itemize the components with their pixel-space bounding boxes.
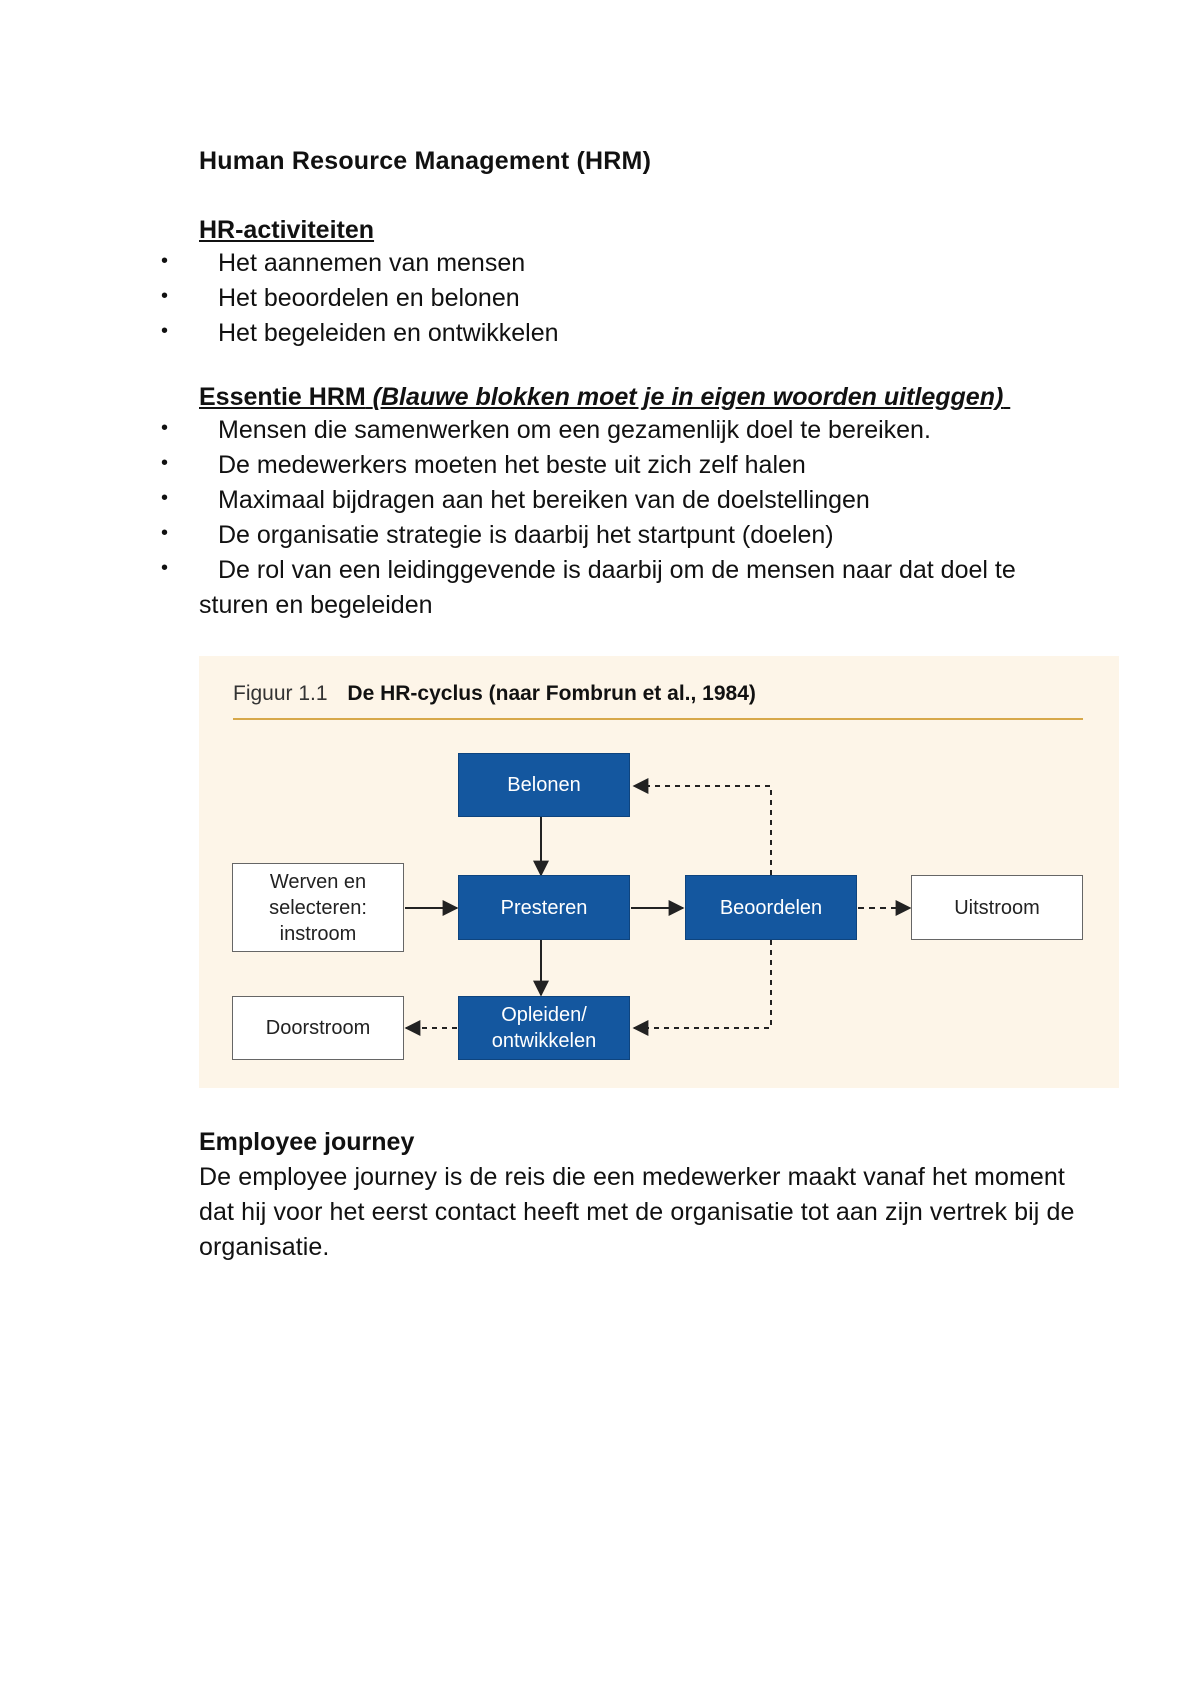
arrow-beoordelen-opleiden (634, 940, 771, 1028)
list-item: • De medewerkers moeten het beste uit zich zelf halen (0, 448, 1100, 483)
bullet-icon: • (161, 250, 169, 272)
hr-cycle-figure (199, 656, 1119, 1088)
box-uitstroom: Uitstroom (911, 875, 1083, 940)
essence-note: (Blauwe blokken moet je in eigen woorden uitleggen) (372, 383, 1004, 411)
bullet-icon: • (161, 285, 169, 307)
bullet-icon: • (161, 452, 169, 474)
box-presteren: Presteren (458, 875, 630, 940)
hr-activities-list (0, 246, 1100, 351)
bullet-icon: • (161, 417, 169, 439)
list-item: • Het aannemen van mensen (0, 246, 1100, 281)
list-item: • Mensen die samenwerken om een gezamenlijk doel te bereiken. (0, 413, 1100, 448)
page-title: Human Resource Management (HRM) (199, 147, 652, 175)
box-opleiden: Opleiden/ ontwikkelen (458, 996, 630, 1060)
employee-journey-heading: Employee journey (199, 1128, 415, 1156)
employee-journey-text: De employee journey is de reis die een medewerker maakt vanaf het moment dat hij voor het eerst contact heeft met de organisatie tot aan zijn vertrek bij de organisatie. (199, 1163, 1075, 1261)
arrow-beoordelen-belonen (634, 786, 771, 875)
list-item: • Maximaal bijdragen aan het bereiken van de doelstellingen (0, 483, 1100, 518)
bullet-icon: • (161, 522, 169, 544)
box-doorstroom: Doorstroom (232, 996, 404, 1060)
bullet-icon: • (161, 557, 169, 579)
list-item: • Het beoordelen en belonen (0, 281, 1100, 316)
box-beoordelen: Beoordelen (685, 875, 857, 940)
list-item: • De organisatie strategie is daarbij het startpunt (doelen) (0, 518, 1100, 553)
hr-activities-heading: HR-activiteiten (199, 216, 375, 244)
bullet-icon: • (161, 487, 169, 509)
bullet-icon: • (161, 320, 169, 342)
figure-number: Figuur 1.1 (233, 682, 328, 705)
box-werven: Werven en selecteren: instroom (232, 863, 404, 952)
figure-title: De HR-cyclus (naar Fombrun et al., 1984) (347, 682, 756, 705)
essence-heading: Essentie HRM (Blauwe blokken moet je in eigen woorden uitleggen) (199, 383, 1004, 411)
essence-list (0, 413, 1100, 623)
list-item: • Het begeleiden en ontwikkelen (0, 316, 1100, 351)
box-belonen: Belonen (458, 753, 630, 817)
list-item: • De rol van een leidinggevende is daarbij om de mensen naar dat doel te sturen en begeleiden (0, 553, 1100, 623)
